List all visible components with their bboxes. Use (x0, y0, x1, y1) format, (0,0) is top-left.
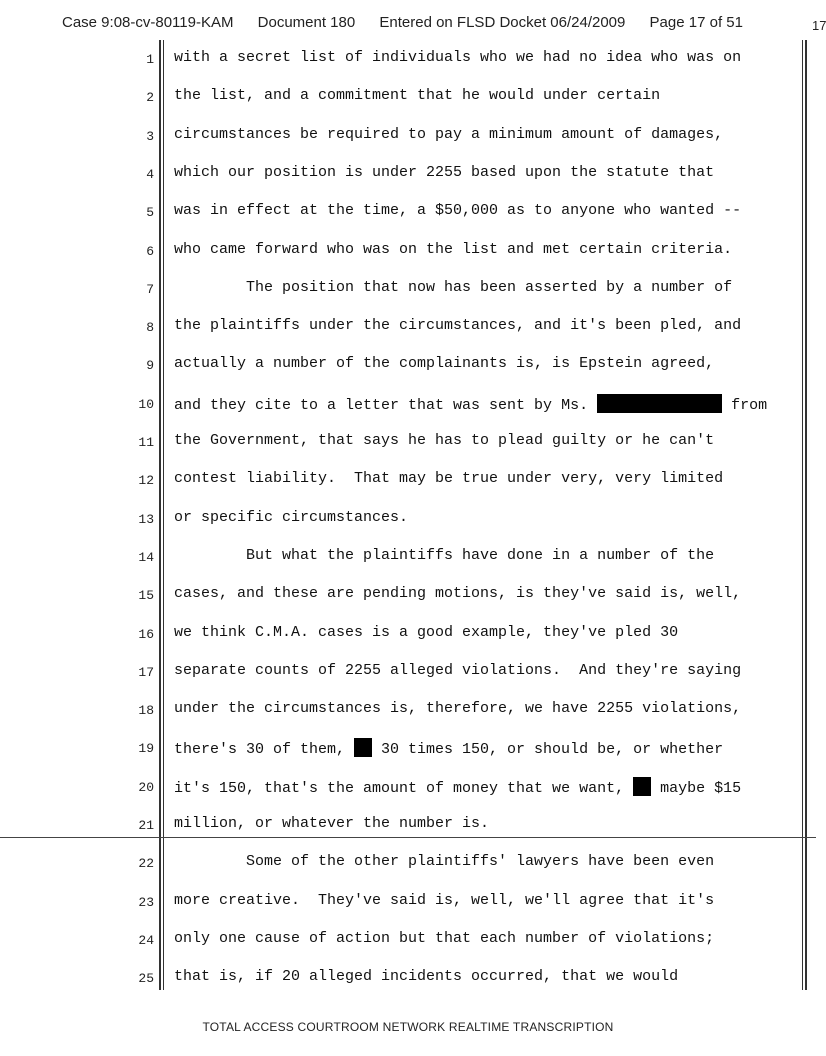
line-number: 15 (138, 588, 154, 604)
line-text-segment: that is, if 20 alleged incidents occurred, that we would (174, 968, 679, 986)
transcript-line (0, 959, 816, 997)
transcript-line (0, 806, 816, 844)
line-number: 1 (146, 52, 154, 67)
transcript-page-number: 17 (812, 18, 826, 33)
docket-entry: Entered on FLSD Docket 06/24/2009 (379, 14, 626, 31)
transcript-line (0, 40, 816, 78)
line-text-segment: who came forward who was on the list and met certain criteria. (174, 240, 733, 258)
transcript-line (0, 385, 816, 423)
line-text-segment: Some of the other plaintiffs' lawyers have been even (174, 853, 715, 871)
line-number: 13 (138, 511, 154, 527)
line-text (174, 355, 714, 372)
line-text (174, 470, 723, 487)
line-number: 10 (138, 396, 154, 412)
transcript-line (0, 155, 816, 193)
transcript-line (0, 423, 816, 461)
line-text-segment: from (722, 396, 768, 414)
line-text-segment: the Government, that says he has to plead guilty or he can't (174, 432, 715, 449)
line-text (174, 547, 714, 564)
line-text (174, 49, 741, 66)
line-text (174, 87, 660, 104)
line-number: 5 (146, 205, 154, 221)
line-text-segment: actually a number of the complainants is, is Epstein agreed, (174, 355, 715, 373)
line-number: 24 (138, 932, 154, 948)
line-text (174, 202, 741, 219)
line-text-segment: and they cite to a letter that was sent by Ms. (174, 396, 598, 414)
line-text (174, 815, 489, 832)
line-text (174, 164, 714, 181)
line-text-segment: But what the plaintiffs have done in a number of the (174, 546, 715, 564)
transcript-line (0, 615, 816, 653)
line-number: 12 (138, 473, 154, 489)
transcript-line (0, 193, 816, 231)
transcript-line (0, 117, 816, 155)
line-number: 6 (146, 243, 154, 259)
line-text (174, 930, 714, 947)
line-text-segment: The position that now has been asserted by a number of (174, 278, 733, 296)
transcript-line (0, 78, 816, 116)
redaction-box (633, 777, 651, 796)
transcript-line (0, 538, 816, 576)
line-text-segment: million, or whatever the number is. (174, 815, 490, 832)
line-text-segment: which our position is under 2255 based upon the statute that (174, 163, 715, 181)
line-text-segment: the plaintiffs under the circumstances, and it's been pled, and (174, 317, 742, 335)
line-text-segment: 30 times 150, or should be, or whether (372, 741, 724, 759)
line-text-segment: the list, and a commitment that he would under certain (174, 87, 661, 105)
footer-caption: TOTAL ACCESS COURTROOM NETWORK REALTIME TRANSCRIPTION (202, 1020, 614, 1034)
transcript-line (0, 576, 816, 614)
line-number: 18 (138, 703, 154, 719)
line-text-segment: cases, and these are pending motions, is they've said is, well, (174, 585, 742, 603)
line-number: 20 (138, 779, 154, 795)
line-text-segment: there's 30 of them, (174, 741, 355, 759)
line-text-segment: maybe $15 (651, 779, 742, 797)
line-text (174, 853, 714, 870)
transcript-line (0, 844, 816, 882)
line-text (174, 317, 741, 334)
case-number: Case 9:08-cv-80119-KAM (62, 14, 234, 31)
line-text-segment: under the circumstances is, therefore, we have 2255 violations, (174, 700, 742, 718)
line-text (174, 700, 741, 717)
line-number: 17 (138, 664, 154, 680)
line-text-segment: or specific circumstances. (174, 508, 409, 526)
line-number: 11 (138, 435, 154, 450)
line-text (174, 279, 732, 296)
page-counter: Page 17 of 51 (649, 14, 743, 31)
line-number: 22 (138, 856, 154, 872)
line-number: 2 (146, 90, 154, 106)
court-header (62, 14, 826, 33)
line-text (174, 777, 741, 797)
transcript-line (0, 768, 816, 806)
line-number: 3 (146, 128, 154, 144)
line-text-segment: was in effect at the time, a $50,000 as to anyone who wanted -- (174, 202, 742, 220)
line-number: 14 (138, 549, 154, 565)
transcript-line (0, 232, 816, 270)
line-text-segment: contest liability. That may be true under very, very limited (174, 470, 724, 488)
line-text (174, 968, 678, 985)
line-number: 16 (138, 626, 154, 642)
line-text (174, 892, 714, 909)
line-text-segment: only one cause of action but that each number of violations; (174, 929, 715, 947)
transcript-line (0, 691, 816, 729)
document-number: Document 180 (257, 14, 356, 31)
line-number: 19 (138, 741, 154, 757)
line-text-segment: we think C.M.A. cases is a good example, they've pled 30 (174, 623, 679, 641)
transcript-line (0, 921, 816, 959)
line-number: 4 (146, 166, 154, 182)
line-text (174, 432, 714, 449)
line-number: 7 (146, 281, 154, 297)
transcript-line (0, 461, 816, 499)
transcript-line (0, 346, 816, 384)
transcript-line (0, 308, 816, 346)
line-number: 21 (138, 818, 154, 833)
line-text (174, 394, 767, 414)
line-text (174, 241, 732, 258)
transcript-line (0, 500, 816, 538)
transcript-line (0, 883, 816, 921)
transcript-line (0, 653, 816, 691)
transcript-line (0, 729, 816, 767)
line-text (174, 585, 741, 602)
line-text-segment: circumstances be required to pay a minimum amount of damages, (174, 125, 724, 143)
line-text (174, 662, 741, 679)
transcript-line (0, 270, 816, 308)
line-text-segment: it's 150, that's the amount of money that we want, (174, 779, 634, 797)
line-text (174, 126, 723, 143)
redaction-box (354, 738, 372, 757)
horizontal-strike-line (0, 837, 816, 838)
line-text-segment: more creative. They've said is, well, we'll agree that it's (174, 891, 715, 909)
line-text-segment: separate counts of 2255 alleged violations. And they're saying (174, 661, 742, 679)
line-number: 9 (146, 358, 154, 374)
line-text (174, 509, 408, 526)
line-text-segment: with a secret list of individuals who we had no idea who was on (174, 49, 742, 66)
line-number: 25 (138, 971, 154, 987)
line-number: 8 (146, 320, 154, 336)
line-number: 23 (138, 894, 154, 910)
line-text (174, 624, 678, 641)
redaction-box (597, 394, 722, 413)
line-text (174, 738, 723, 758)
